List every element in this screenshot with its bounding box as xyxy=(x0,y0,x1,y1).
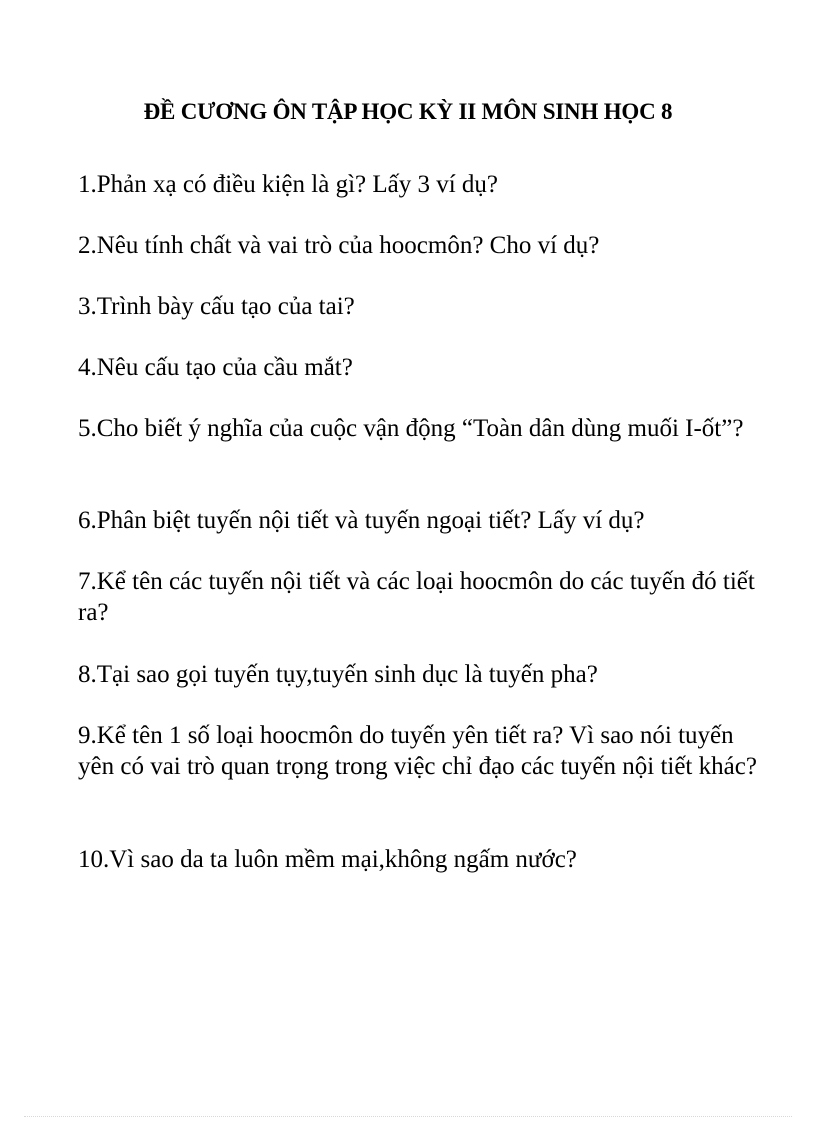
question-item: 9.Kể tên 1 số loại hoocmôn do tuyến yên tiết ra? Vì sao nói tuyến yên có vai trò quan trọng trong việc chỉ đạo các tuyến nội tiết khác? xyxy=(78,722,757,780)
question-item: 5.Cho biết ý nghĩa của cuộc vận động “Toàn dân dùng muối I-ốt”? xyxy=(78,415,744,442)
question-item: 1.Phản xạ có điều kiện là gì? Lấy 3 ví dụ? xyxy=(78,171,499,198)
question-item: 4.Nêu cấu tạo của cầu mắt? xyxy=(78,354,353,381)
question-item: 7.Kể tên các tuyến nội tiết và các loại hoocmôn do các tuyến đó tiết ra? xyxy=(78,568,755,626)
question-item: 8.Tại sao gọi tuyến tụy,tuyến sinh dục là tuyến pha? xyxy=(78,661,598,688)
question-item: 10.Vì sao da ta luôn mềm mại,không ngấm nước? xyxy=(78,846,577,873)
question-item: 6.Phân biệt tuyến nội tiết và tuyến ngoại tiết? Lấy ví dụ? xyxy=(78,507,645,534)
document-title: ĐỀ CƯƠNG ÔN TẬP HỌC KỲ II MÔN SINH HỌC 8 xyxy=(143,99,673,124)
question-item: 3.Trình bày cấu tạo của tai? xyxy=(78,293,355,320)
page-bottom-divider xyxy=(24,1116,792,1117)
question-item: 2.Nêu tính chất và vai trò của hoocmôn? Cho ví dụ? xyxy=(78,232,600,259)
